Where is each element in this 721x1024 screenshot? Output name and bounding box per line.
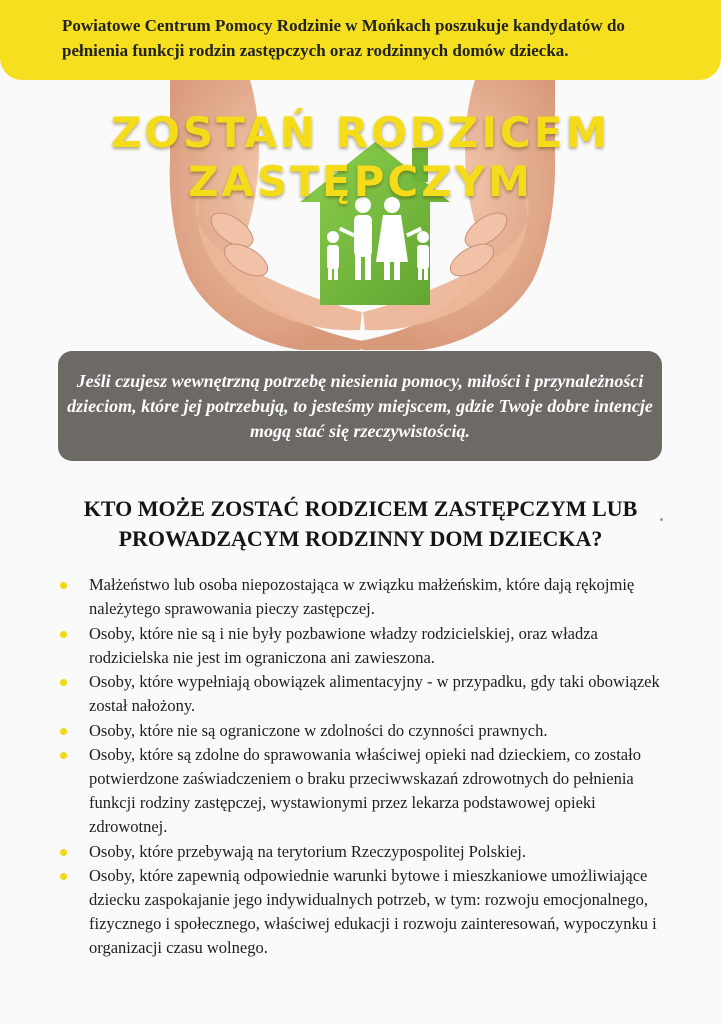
bullet-icon — [60, 679, 67, 686]
bullet-icon — [60, 849, 67, 856]
banner-text: Powiatowe Centrum Pomocy Rodzinie w Mońkach poszukuje kandydatów do pełnienia funkcji rodzin zastępczych oraz rodzinnych domów dziecka. — [62, 16, 625, 60]
requirements-list — [58, 573, 678, 961]
page-title: ZOSTAŃ RODZICEM ZASTĘPCZYM — [110, 108, 611, 206]
bullet-icon — [60, 873, 67, 880]
list-item: Osoby, które zapewnią odpowiednie warunki bytowe i mieszkaniowe umożliwiające dziecku zaspokajanie jego indywidualnych potrzeb, w tym: rozwoju emocjonalnego, fizycznego i społecznego, właściwej edukacji i rozwoju zainteresowań, wypoczynku i organizacji czasu wolnego. — [58, 864, 678, 960]
bullet-icon — [60, 752, 67, 759]
list-item: Osoby, które przebywają na terytorium Rzeczypospolitej Polskiej. — [58, 840, 678, 864]
quote-text: Jeśli czujesz wewnętrzną potrzebę niesienia pomocy, miłości i przynależności dzieciom, które jej potrzebują, to jesteśmy miejscem, gdzie Twoje dobre intencje mogą stać się rzeczywistością. — [67, 371, 653, 441]
bullet-icon — [60, 728, 67, 735]
list-item: Osoby, które nie są ograniczone w zdolności do czynności prawnych. — [58, 719, 678, 743]
quote-box — [58, 351, 662, 461]
requirements-heading: KTO MOŻE ZOSTAĆ RODZICEM ZASTĘPCZYM LUB PROWADZĄCYM RODZINNY DOM DZIECKA? — [83, 496, 638, 551]
list-item: Małżeństwo lub osoba niepozostająca w związku małżeńskim, które dają rękojmię należytego sprawowania pieczy zastępczej. — [58, 573, 678, 621]
bullet-icon — [60, 582, 67, 589]
list-item: Osoby, które wypełniają obowiązek alimentacyjny - w przypadku, gdy taki obowiązek został nałożony. — [58, 670, 678, 718]
list-item: Osoby, które nie są i nie były pozbawione władzy rodzicielskiej, oraz władza rodzicielska nie jest im ograniczona ani zawieszona. — [58, 622, 678, 670]
list-item: Osoby, które są zdolne do sprawowania właściwej opieki nad dzieckiem, co zostało potwierdzone zaświadczeniem o braku przeciwwskazań zdrowotnych do pełnienia funkcji rodziny zastępczej, wystawionymi przez lekarza podstawowej opieki zdrowotnej. — [58, 743, 678, 839]
top-banner — [0, 0, 721, 80]
bullet-icon — [60, 631, 67, 638]
